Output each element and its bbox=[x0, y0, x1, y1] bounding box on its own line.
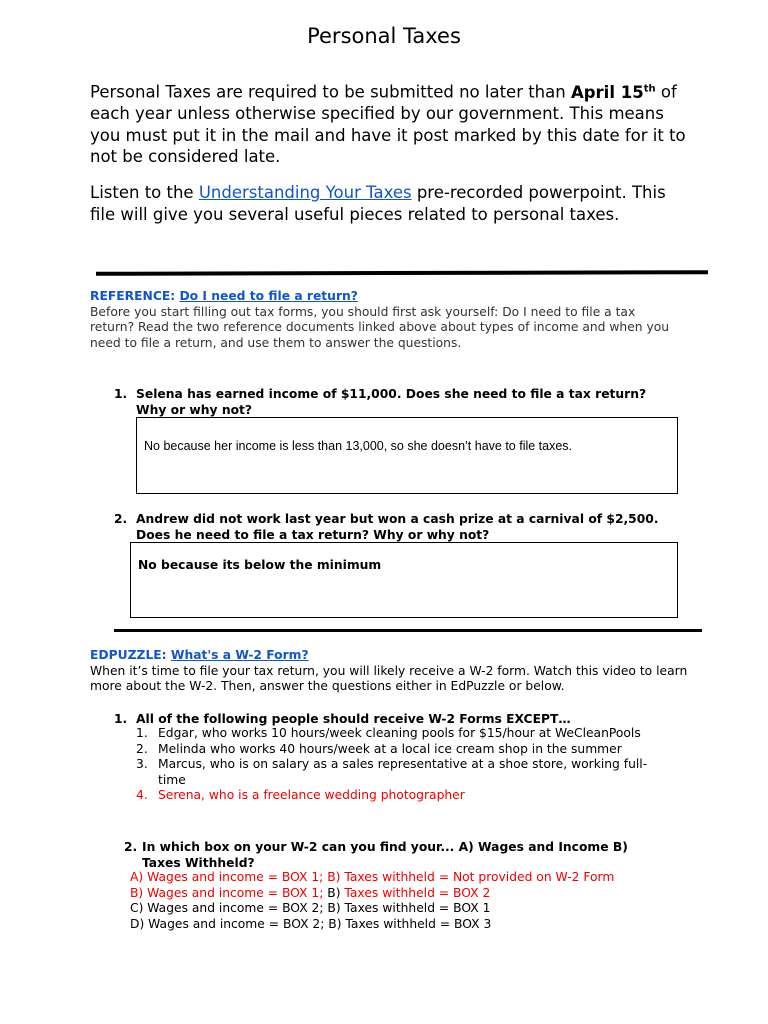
intro2-text-cont: pre-recorded powerpoint. This file will give you several useful pieces related to personal taxes. bbox=[90, 183, 666, 224]
page-title: Personal Taxes bbox=[307, 24, 461, 48]
question-number: 2. bbox=[114, 512, 128, 526]
question-1 bbox=[114, 387, 674, 418]
edpuzzle-section bbox=[90, 648, 690, 695]
section-divider bbox=[96, 270, 708, 276]
intro-paragraph-powerpoint bbox=[90, 182, 690, 225]
question-text: Andrew did not work last year but won a cash prize at a carnival of $2,500. Does he need to file a tax return? Why or why not? bbox=[136, 512, 659, 542]
deadline-date: April 15th bbox=[570, 82, 656, 102]
w2-question-2-options bbox=[130, 870, 690, 932]
answer-text: No because its below the minimum bbox=[138, 558, 382, 572]
question-text: All of the following people should receive W-2 Forms EXCEPT… bbox=[136, 712, 571, 726]
intro2-text: Listen to the bbox=[90, 183, 199, 202]
option-item: 2. Melinda who works 40 hours/week at a local ice cream shop in the summer bbox=[136, 741, 622, 756]
w2-question-1-options bbox=[136, 726, 666, 804]
question-number: 2. bbox=[124, 840, 138, 854]
section-divider bbox=[114, 629, 702, 632]
w2-form-video-link[interactable]: What's a W-2 Form? bbox=[170, 648, 309, 662]
answer-text: No because her income is less than 13,000, so she doesn’t have to file taxes. bbox=[144, 439, 573, 453]
intro-text-cont: of each year unless otherwise specified by our government. This means you must put it in the mail and have it post marked by this date for it to not be considered late. bbox=[90, 82, 686, 166]
question-text: In which box on your W-2 can you find your... A) Wages and Income B) Taxes Withheld? bbox=[142, 840, 628, 870]
question-number: 1. bbox=[114, 712, 128, 726]
edpuzzle-body: When it’s time to file your tax return, you will likely receive a W-2 form. Watch this video to learn more about the W-2. Then, answer the questions either in EdPuzzle or below. bbox=[90, 663, 688, 693]
reference-body: Before you start filling out tax forms, you should first ask yourself: Do I need to file a tax return? Read the two reference documents linked above about types of income and when you need to file a return, and use them to answer the questions. bbox=[90, 304, 670, 350]
intro-text: Personal Taxes are required to be submitted no later than bbox=[90, 82, 571, 102]
reference-label: REFERENCE: bbox=[90, 289, 180, 303]
intro-paragraph-deadline bbox=[90, 78, 690, 168]
option-d: D) Wages and income = BOX 2; B) Taxes withheld = BOX 3 bbox=[130, 916, 492, 931]
reference-section bbox=[90, 289, 680, 351]
understanding-taxes-link[interactable]: Understanding Your Taxes bbox=[198, 183, 412, 202]
file-return-link[interactable]: Do I need to file a return? bbox=[179, 289, 358, 303]
option-b: B) Wages and income = BOX 1; B) Taxes withheld = BOX 2 bbox=[130, 885, 491, 900]
w2-question-2 bbox=[124, 840, 654, 871]
option-item-selected: 4. Serena, who is a freelance wedding photographer bbox=[136, 788, 465, 802]
question-text: Selena has earned income of $11,000. Does she need to file a tax return? Why or why not? bbox=[136, 387, 647, 417]
question-number: 1. bbox=[114, 387, 128, 401]
answer-box-2[interactable] bbox=[130, 542, 678, 618]
option-c: C) Wages and income = BOX 2; B) Taxes withheld = BOX 1 bbox=[130, 901, 491, 915]
answer-box-1[interactable] bbox=[136, 417, 678, 494]
option-a: A) Wages and income = BOX 1; B) Taxes withheld = Not provided on W-2 Form bbox=[130, 870, 615, 884]
edpuzzle-label: EDPUZZLE: bbox=[90, 648, 171, 662]
option-item: 3. Marcus, who is on salary as a sales representative at a shoe store, working full-time bbox=[136, 757, 648, 787]
question-2 bbox=[114, 512, 684, 543]
option-item: 1. Edgar, who works 10 hours/week cleaning pools for $15/hour at WeCleanPools bbox=[136, 726, 641, 740]
